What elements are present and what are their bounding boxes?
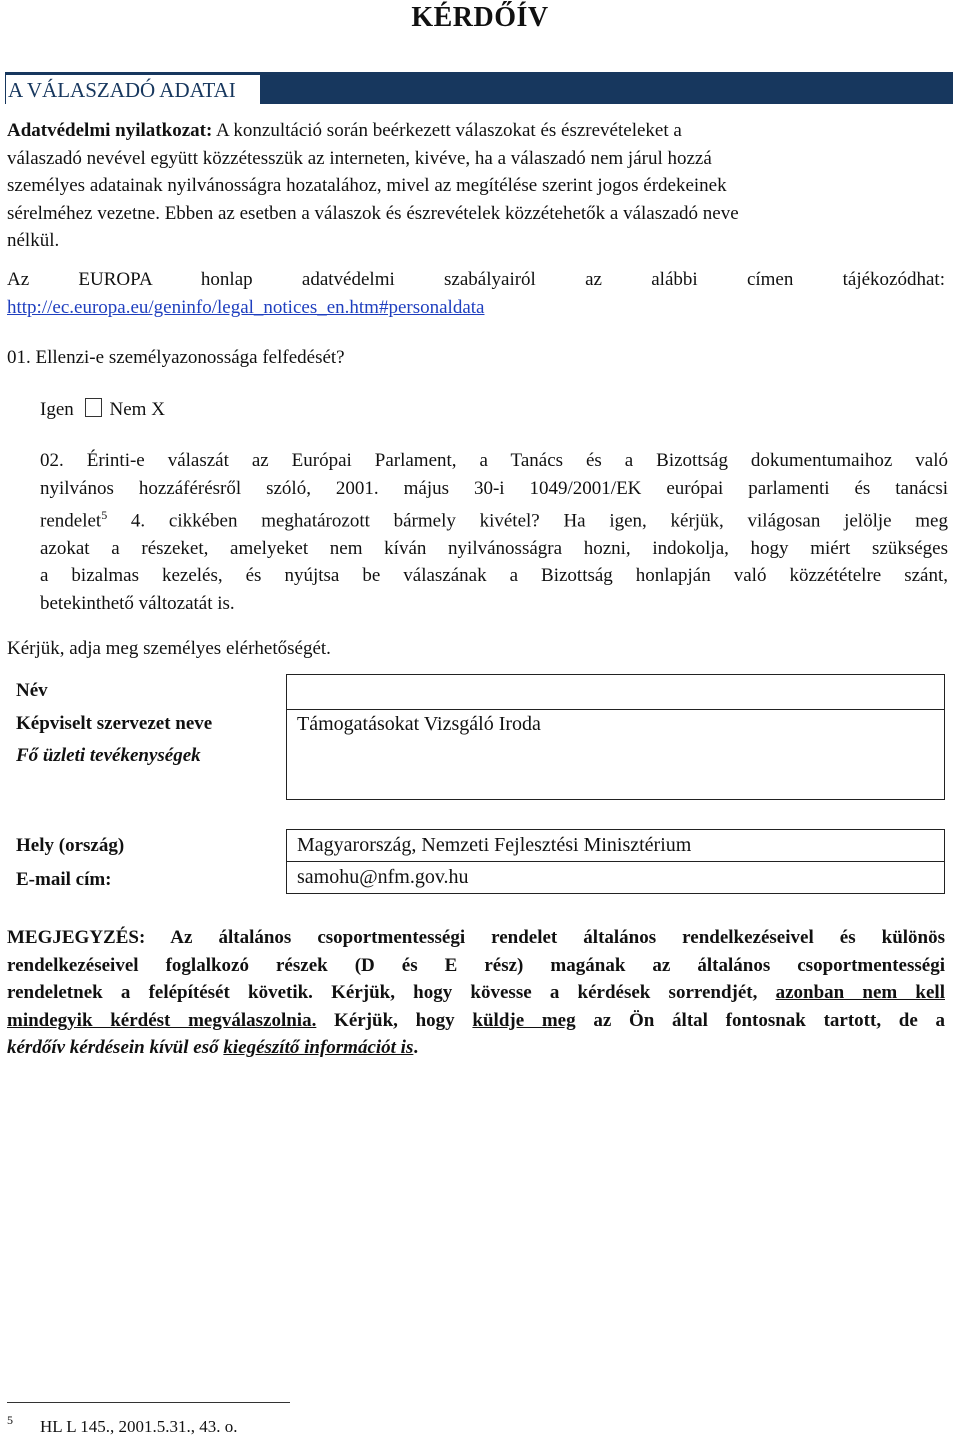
note-line: rendelkezéseivel foglalkozó részek (D és E rész) magának az általános csoportmentességi xyxy=(7,954,945,976)
note-line: mindegyik kérdést megválaszolnia. Kérjük, hogy küldje meg az Ön által fontosnak tartott, de a xyxy=(7,1009,946,1031)
place-label: Hely (ország) xyxy=(16,835,125,856)
place-field[interactable]: Magyarország, Nemzeti Fejlesztési Minisztérium xyxy=(287,830,945,862)
note-line: MEGJEGYZÉS: Az általános csoportmentességi rendelet általános rendelkezéseivel és különös xyxy=(7,927,945,948)
privacy-line-2: válaszadó nevével együtt közzétesszük az interneten, kivéve, ha a válaszadó nem járul hozzá xyxy=(7,148,712,169)
answer-yes-checkbox[interactable] xyxy=(85,398,102,417)
note-line: kérdőív kérdésein kívül eső kiegészítő információt is. xyxy=(7,1037,419,1058)
org-field[interactable]: Támogatásokat Vizsgáló Iroda xyxy=(287,710,945,800)
question-02-line: rendelet$^5$ 4. cikkében meghatározott bármely kivétel? Ha igen, kérjük, világosan jelölje meg xyxy=(40,508,948,532)
question-01: 01. Ellenzi-e személyazonossága felfedését? xyxy=(7,347,345,368)
question-02 xyxy=(40,447,948,617)
question-02-line: 02. Érinti-e válaszát az Európai Parlament, a Tanács és a Bizottság dokumentumaihoz való xyxy=(40,450,948,471)
contact-form-top xyxy=(286,674,945,800)
question-01-answer xyxy=(40,396,165,424)
org-label: Képviselt szervezet neve xyxy=(16,713,213,734)
page-title: KÉRDŐÍV xyxy=(411,2,549,33)
email-field[interactable]: samohu@nfm.gov.hu xyxy=(287,862,945,894)
europa-notice: Az EUROPA honlap adatvédelmi szabályairól az alábbi címen tájékozódhat: xyxy=(7,269,945,290)
email-label: E-mail cím: xyxy=(16,869,112,890)
name-label: Név xyxy=(16,680,48,701)
privacy-heading: Adatvédelmi nyilatkozat: xyxy=(7,120,213,141)
answer-no-label: Nem xyxy=(109,399,147,420)
footnote-text: HL L 145., 2001.5.31., 43. o. xyxy=(40,1417,238,1436)
privacy-line-5: nélkül. xyxy=(7,230,60,251)
section-title: A VÁLASZADÓ ADATAI xyxy=(6,75,260,106)
name-field[interactable] xyxy=(287,675,945,710)
contact-form-bottom xyxy=(286,829,945,894)
footnote-divider xyxy=(7,1402,290,1403)
note-line: rendeletnek a felépítését követik. Kérjük, hogy kövesse a kérdések sorrendjét, azonban nem kell xyxy=(7,982,945,1003)
question-02-line: betekinthető változatát is. xyxy=(40,592,235,614)
footnote-ref: 5 xyxy=(101,508,108,522)
answer-yes-label: Igen xyxy=(40,399,74,420)
business-label: Fő üzleti tevékenységek xyxy=(16,745,201,766)
privacy-line-3: személyes adatainak nyilvánosságra hozatalához, mivel az megítélése szerint jogos érdekeinek xyxy=(7,175,727,196)
contact-prompt: Kérjük, adja meg személyes elérhetőségét. xyxy=(7,638,331,659)
privacy-line-1: Adatvédelmi nyilatkozat: A konzultáció során beérkezett válaszokat és észrevételeket a xyxy=(7,120,682,141)
europa-privacy-link[interactable]: http://ec.europa.eu/geninfo/legal_notices_en.htm#personaldata xyxy=(7,297,485,318)
privacy-line-4: sérelméhez vezetne. Ebben az esetben a válaszok és észrevételek közzétehetők a válaszadó neve xyxy=(7,203,739,224)
question-02-line: a bizalmas kezelés, és nyújtsa be válaszának a Bizottság honlapján való közzétételre szánt, xyxy=(40,565,948,587)
answer-no-mark[interactable]: X xyxy=(151,399,165,420)
question-02-line: azokat a részeket, amelyeket nem kíván nyilvánosságra hozni, indokolja, hogy miért szükséges xyxy=(40,537,948,559)
note xyxy=(7,924,945,1062)
question-02-line: nyilvános hozzáférésről szóló, 2001. május 30-i 1049/2001/EK európai parlamenti és tanácsi xyxy=(40,477,948,499)
footnote-number: 5 xyxy=(7,1413,13,1427)
